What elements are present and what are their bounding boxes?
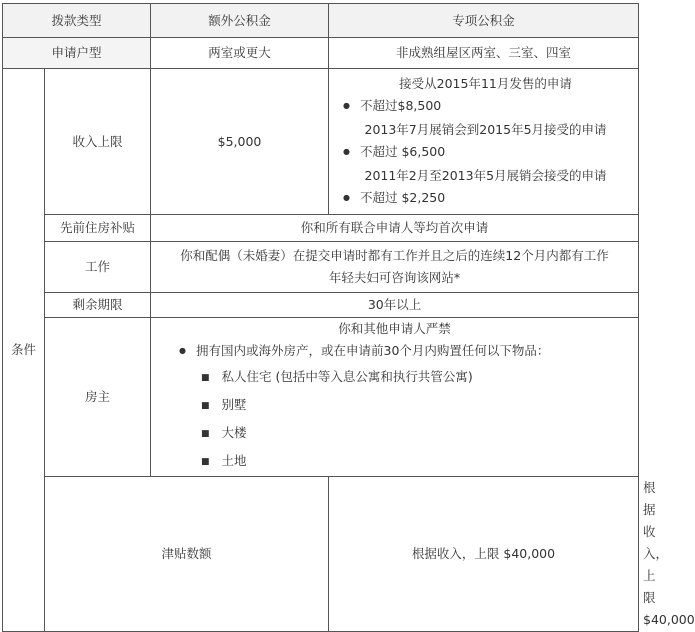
income-special-bullet2: ● 不超过 $6,500 bbox=[337, 141, 634, 165]
income-special-bullet1: ● 不超过$8,500 bbox=[337, 95, 634, 119]
household-row bbox=[3, 38, 639, 69]
income-special-line3: 2011年2月至2013年5月展销会接受的申请 bbox=[364, 167, 607, 183]
work-value bbox=[151, 242, 639, 293]
prior-subsidy-label: 先前住房补贴 bbox=[45, 215, 151, 242]
amount-label: 津贴数额 bbox=[45, 477, 329, 632]
header-special-cpf: 专项公积金 bbox=[329, 4, 639, 38]
prior-subsidy-row bbox=[3, 215, 639, 242]
household-label: 申请户型 bbox=[3, 38, 151, 69]
prior-subsidy-value: 你和所有联合申请人等均首次申请 bbox=[151, 215, 639, 242]
grant-table bbox=[2, 3, 695, 632]
lease-value: 30年以上 bbox=[151, 293, 639, 318]
income-special-line2: 2013年7月展销会到2015年5月接受的申请 bbox=[364, 121, 607, 137]
household-special: 非成熟组屋区两室、三室、四室 bbox=[329, 38, 639, 69]
owner-item: ■ 大楼 bbox=[155, 420, 634, 448]
owner-value bbox=[151, 318, 639, 477]
owner-bullet: ● 拥有国内或海外房产，或在申请前30个月内购置任何以下物品： bbox=[155, 340, 634, 364]
header-row bbox=[3, 4, 639, 38]
income-special bbox=[329, 69, 639, 215]
amount-row: 津贴数额 根据收入，上限 $40,000 根据收入，上限$40,000 bbox=[3, 477, 639, 632]
owner-item: ■ 私人住宅 (包括中等入息公寓和执行共管公寓) bbox=[155, 364, 634, 392]
owner-item: ■ 别墅 bbox=[155, 392, 634, 420]
amount-extra: 根据收入，上限 $40,000 bbox=[329, 477, 639, 632]
owner-row bbox=[3, 318, 639, 477]
conditions-label: 条件 bbox=[3, 69, 45, 632]
owner-label: 房主 bbox=[45, 318, 151, 477]
owner-line1: 你和其他申请人严禁 bbox=[338, 321, 451, 336]
lease-label: 剩余期限 bbox=[45, 293, 151, 318]
income-label: 收入上限 bbox=[45, 69, 151, 215]
work-row bbox=[3, 242, 639, 293]
header-extra-cpf: 额外公积金 bbox=[151, 4, 329, 38]
income-extra: $5,000 bbox=[151, 69, 329, 215]
work-line1: 你和配偶（未婚妻）在提交申请时都有工作并且之后的连续12个月内都有工作 bbox=[180, 248, 609, 263]
header-grant-type: 拨款类型 bbox=[3, 4, 151, 38]
lease-row bbox=[3, 293, 639, 318]
income-special-line1: 接受从2015年11月发售的申请 bbox=[399, 75, 572, 91]
household-extra: 两室或更大 bbox=[151, 38, 329, 69]
work-label: 工作 bbox=[45, 242, 151, 293]
income-row bbox=[3, 69, 639, 215]
work-line2: 年轻夫妇可咨询该网站* bbox=[328, 270, 461, 285]
income-special-bullet3: ● 不超过 $2,250 bbox=[337, 187, 634, 211]
owner-item: ■ 土地 bbox=[155, 448, 634, 476]
